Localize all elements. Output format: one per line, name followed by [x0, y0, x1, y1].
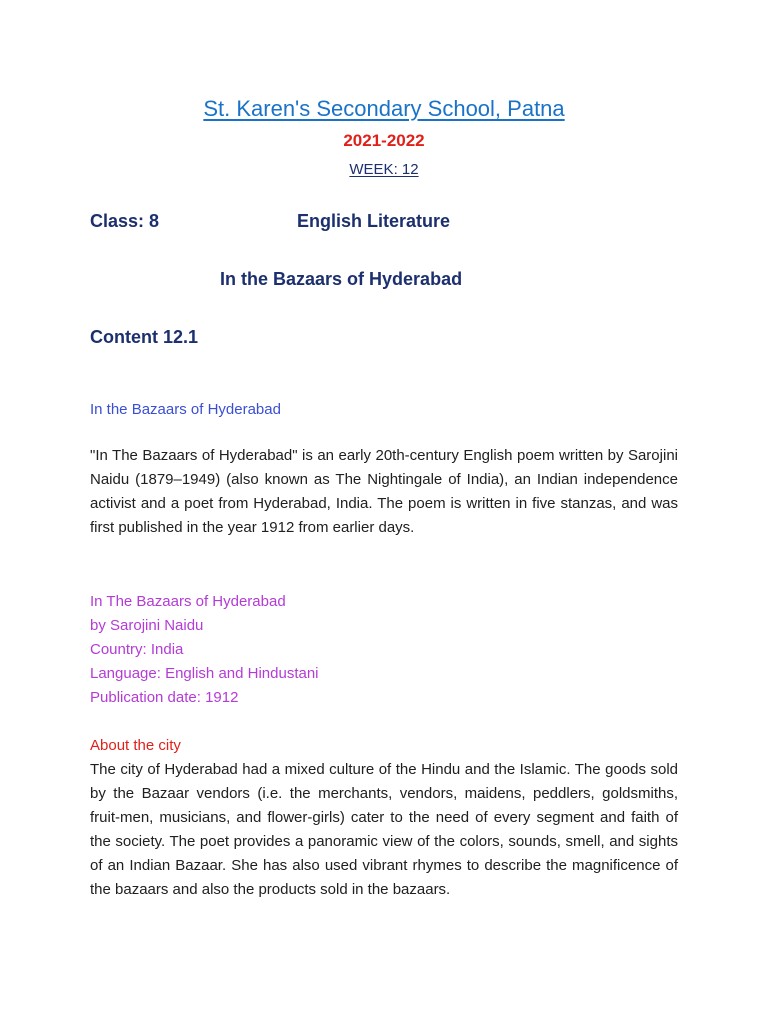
- about-paragraph: The city of Hyderabad had a mixed culture of the Hindu and the Islamic. The goods sold by the Bazaar vendors (i.e. the merchants, vendors, maidens, peddlers, goldsmiths, fruit-men, musicians, and flower-girls) cater to the need of every segment and faith of the society. The poet provides a panoramic view of the colors, sounds, smell, and sights of an Indian Bazaar. She has also used vibrant rhymes to describe the magnificence of the bazaars and also the products sold in the bazaars.: [90, 761, 678, 898]
- poem-language: Language: English and Hindustani: [90, 665, 319, 682]
- about-heading: About the city: [90, 737, 181, 754]
- poem-author: by Sarojini Naidu: [90, 617, 204, 634]
- chapter-title: In the Bazaars of Hyderabad: [220, 269, 463, 289]
- poem-country: Country: India: [90, 641, 184, 658]
- intro-paragraph: "In The Bazaars of Hyderabad" is an early 20th-century English poem written by Sarojini Naidu (1879–1949) (also known as The Nightingale of India), an Indian independence activist and a poet from Hyderabad, India. The poem is written in five stanzas, and was first published in the year 1912 from earlier days.: [90, 447, 678, 536]
- school-name[interactable]: St. Karen's Secondary School, Patna: [203, 96, 565, 121]
- subject-label: English Literature: [297, 211, 451, 231]
- poem-title: In The Bazaars of Hyderabad: [90, 593, 286, 610]
- session-year: 2021-2022: [343, 131, 425, 150]
- class-label: Class: 8: [90, 211, 160, 231]
- poem-publication-date: Publication date: 1912: [90, 689, 239, 706]
- section-title[interactable]: In the Bazaars of Hyderabad: [90, 401, 281, 418]
- week-label[interactable]: WEEK: 12: [349, 161, 419, 178]
- content-heading: Content 12.1: [90, 327, 199, 347]
- poem-info: [90, 590, 319, 710]
